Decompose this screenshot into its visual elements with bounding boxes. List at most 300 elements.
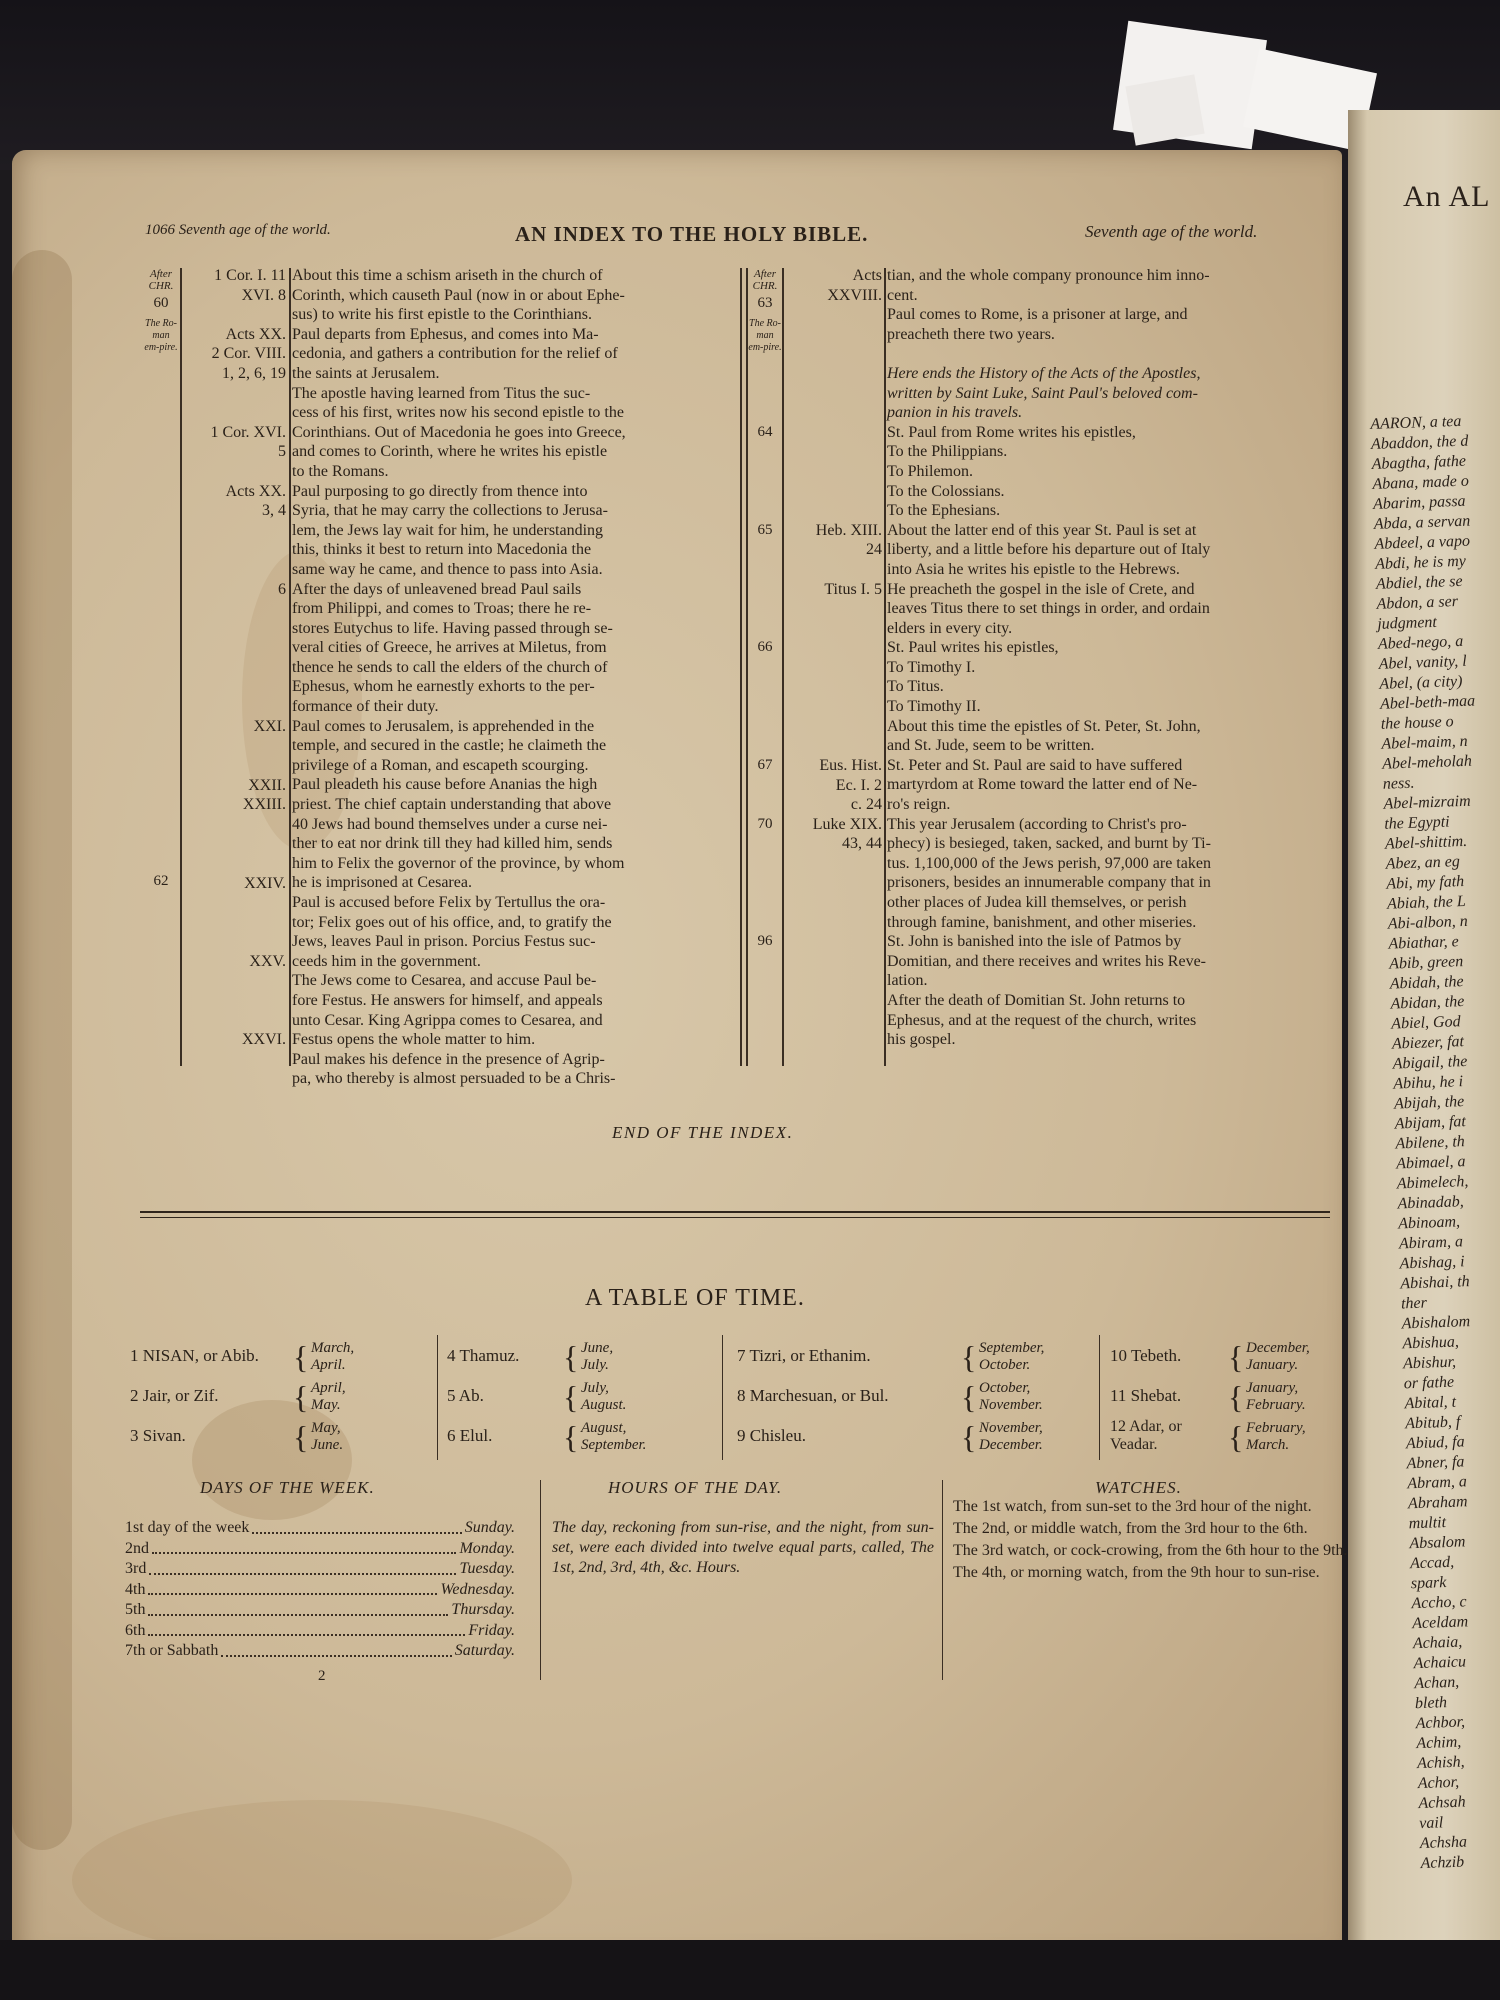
month-equivalent: May, — [311, 1420, 341, 1436]
text-line: temple, and secured in the castle; he claimeth the — [292, 737, 607, 755]
index-entry: Abimelech, — [1396, 1173, 1469, 1193]
brace-icon: { — [293, 1379, 309, 1415]
text-line: St. John is banished into the isle of Patmos by — [887, 933, 1182, 951]
index-entry: Abiathar, e — [1388, 933, 1459, 953]
index-entry: Abel-meholah — [1381, 752, 1473, 773]
reference: XXIII. — [242, 796, 286, 814]
text-line: thence he sends to call the elders of the church of — [292, 658, 608, 676]
text-line: To Titus. — [887, 678, 944, 696]
text-line: Paul departs from Ephesus, and comes into Ma- — [292, 325, 599, 343]
day-row — [125, 1641, 515, 1662]
index-entry: Achan, — [1414, 1673, 1460, 1693]
month-name: 7 Tizri, or Ethanim. — [737, 1346, 871, 1365]
month-name: 6 Elul. — [447, 1426, 493, 1445]
index-entry: Abijam, fat — [1394, 1113, 1467, 1133]
brace-icon: { — [1228, 1339, 1244, 1375]
month-equivalent: March, — [311, 1340, 355, 1356]
text-line: liberty, and a little before his departure out of Italy — [887, 541, 1211, 559]
index-entry: Abiram, a — [1398, 1233, 1464, 1253]
day-row — [125, 1600, 515, 1621]
index-entry: Abishua, — [1402, 1333, 1460, 1353]
month-equivalent: November. — [979, 1397, 1043, 1413]
index-entry: Achbor, — [1415, 1713, 1466, 1733]
text-line: About this time the epistles of St. Peter, St. John, — [887, 717, 1201, 735]
page-signature: 2 — [318, 1668, 326, 1684]
table-divider — [437, 1335, 438, 1460]
index-entry: Achzib — [1420, 1853, 1465, 1873]
index-entry: Abiezer, fat — [1391, 1033, 1465, 1053]
stain — [72, 1800, 572, 1960]
text-line: to the Romans. — [292, 462, 389, 480]
month-name: 9 Chisleu. — [737, 1426, 806, 1445]
text-line: Ephesus, and at the request of the church, writes — [887, 1011, 1197, 1029]
text-line: from Philippi, and comes to Troas; there he re- — [292, 600, 592, 618]
reference: 3, 4 — [262, 502, 286, 520]
dot-leader — [149, 1559, 456, 1575]
month-equivalent: February. — [1246, 1397, 1306, 1413]
brace-icon: { — [293, 1339, 309, 1375]
index-entry: Abagtha, fathe — [1371, 452, 1467, 473]
reference: 43, 44 — [842, 835, 882, 853]
text-line: About the latter end of this year St. Paul is set at — [887, 521, 1197, 539]
divider-rule — [140, 1217, 1330, 1218]
reference: 1 Cor. I. 11 — [214, 267, 286, 284]
day-name: Wednesday. — [440, 1580, 515, 1598]
text-line: tus. 1,100,000 of the Jews perish, 97,000 are taken — [887, 854, 1211, 872]
text-line: Paul comes to Rome, is a prisoner at large, and — [887, 306, 1188, 324]
index-entry: Abinadab, — [1397, 1193, 1465, 1213]
day-name: Tuesday. — [459, 1560, 515, 1577]
text-line: 40 Jews had bound themselves under a curse nei- — [292, 815, 608, 833]
year-label: The Ro-man em-pire. — [748, 318, 782, 353]
page-title: AN INDEX TO THE HOLY BIBLE. — [515, 222, 869, 246]
text-line: fore Festus. He answers for himself, and appeals — [292, 991, 603, 1009]
brace-icon: { — [1228, 1419, 1244, 1455]
text-line: lation. — [887, 972, 928, 990]
index-entry: Abishag, i — [1399, 1253, 1465, 1273]
reference: Ec. I. 2 — [835, 776, 882, 794]
index-entry: Abel-mizraim — [1383, 792, 1471, 813]
day-number: 4th — [125, 1580, 146, 1598]
header-left: 1066 Seventh age of the world. — [145, 222, 331, 238]
reference: 5 — [278, 443, 286, 461]
month-equivalent: February, — [1246, 1420, 1306, 1436]
index-entry: Abel, vanity, l — [1378, 652, 1467, 673]
day-number: 5th — [125, 1601, 146, 1618]
month-name: 1 NISAN, or Abib. — [130, 1346, 259, 1365]
brace-icon: { — [563, 1339, 579, 1375]
index-entry: Achsha — [1419, 1833, 1468, 1853]
index-entry: Abigail, the — [1392, 1053, 1468, 1073]
end-of-index: END OF THE INDEX. — [612, 1123, 794, 1142]
watch-entry: The 1st watch, from sun-set to the 3rd hour of the night. — [953, 1498, 1312, 1515]
index-entry: Absalom — [1409, 1533, 1466, 1553]
reference: 24 — [866, 541, 882, 559]
index-entry: Abdi, he is my — [1374, 552, 1467, 573]
month-name: 5 Ab. — [447, 1386, 484, 1405]
text-line: Festus opens the whole matter to him. — [292, 1031, 536, 1049]
text-line: Paul comes to Jerusalem, is apprehended in the — [292, 717, 595, 735]
index-entry: Abez, an eg — [1385, 853, 1461, 873]
text-line: prisoners, besides an innumerable company that in — [887, 874, 1211, 892]
month-name: 12 Adar, or Veadar. — [1110, 1418, 1182, 1453]
index-entry: Abinoam, — [1397, 1213, 1461, 1233]
month-equivalent: October. — [979, 1357, 1031, 1373]
index-entry: Abilene, th — [1395, 1133, 1466, 1153]
index-entry: Abaddon, the d — [1370, 432, 1469, 453]
text-line: Here ends the History of the Acts of the Apostles, — [887, 364, 1201, 382]
month-name: 11 Shebat. — [1110, 1386, 1182, 1405]
hours-text: The day, reckoning from sun-rise, and the night, from sun-set, were each divided into twelve equal parts, called, The 1st, 2nd, 3rd, 4th, &c. Hours. — [552, 1519, 934, 1576]
index-entry: vail — [1418, 1814, 1444, 1833]
month-name: 3 Sivan. — [130, 1426, 186, 1445]
day-number: 6th — [125, 1621, 146, 1639]
text-line: cent. — [887, 286, 918, 304]
year-label: 70 — [757, 815, 773, 832]
text-line: elders in every city. — [887, 619, 1013, 637]
month-equivalent: June, — [581, 1340, 614, 1356]
index-entry: ness. — [1382, 774, 1415, 793]
text-line: This year Jerusalem (according to Christ's pro- — [887, 815, 1187, 833]
reference: Titus I. 5 — [824, 580, 882, 598]
column-rule — [782, 268, 784, 1066]
dot-leader — [221, 1641, 451, 1657]
text-line: After the days of unleavened bread Paul sails — [292, 580, 582, 598]
column-rule — [180, 268, 182, 1066]
reference: Acts — [852, 267, 882, 284]
index-entry: the Egypti — [1383, 813, 1450, 833]
index-entry: Abel-beth-maa — [1379, 692, 1476, 713]
month-equivalent: September, — [979, 1340, 1045, 1356]
text-line: and St. Jude, seem to be written. — [887, 737, 1095, 755]
text-line: Ephesus, whom he earnestly exhorts to the per- — [292, 678, 595, 696]
index-entry: Abihu, he i — [1393, 1073, 1464, 1093]
text-line: tor; Felix goes out of his office, and, to gratify the — [292, 913, 612, 931]
brace-icon: { — [563, 1379, 579, 1415]
text-line: the saints at Jerusalem. — [292, 364, 440, 382]
year-label: The Ro-man em-pire. — [144, 318, 178, 353]
text-line: To Philemon. — [887, 462, 973, 480]
index-entry: Achaia, — [1412, 1633, 1463, 1653]
dot-leader — [148, 1600, 448, 1616]
index-entry: Abidah, the — [1389, 973, 1464, 993]
month-equivalent: March. — [1246, 1437, 1290, 1453]
reference: 1 Cor. XVI. — [210, 423, 286, 441]
text-line: The Jews come to Cesarea, and accuse Paul be- — [292, 972, 597, 990]
facing-page-entries — [1370, 412, 1500, 1875]
month-name: 8 Marchesuan, or Bul. — [737, 1386, 889, 1405]
year-label: 66 — [757, 639, 773, 656]
text-line: Domitian, and there receives and writes his Reve- — [887, 952, 1206, 970]
month-equivalent: December. — [979, 1437, 1043, 1453]
text-line: After the death of Domitian St. John returns to — [887, 991, 1186, 1009]
brace-icon: { — [1228, 1379, 1244, 1415]
text-line: Corinthians. Out of Macedonia he goes into Greece, — [292, 423, 626, 441]
text-line: lem, the Jews lay wait for him, he understanding — [292, 521, 604, 539]
index-entry: Abitub, f — [1404, 1413, 1461, 1433]
column-rule — [289, 268, 291, 1066]
text-line: Syria, that he may carry the collections to Jerusa- — [292, 502, 608, 520]
watch-entry: The 4th, or morning watch, from the 9th hour to sun-rise. — [953, 1564, 1320, 1581]
text-line: Paul makes his defence in the presence of Agrip- — [292, 1050, 605, 1068]
index-entry: Abda, a servan — [1373, 512, 1471, 533]
reference: 1, 2, 6, 19 — [222, 365, 286, 382]
column-rule — [884, 268, 886, 1066]
day-row — [125, 1559, 515, 1580]
text-line: same way he came, and thence to pass into Asia. — [292, 560, 603, 578]
days-list — [125, 1518, 515, 1662]
index-entry: or fathe — [1403, 1373, 1455, 1393]
brace-icon: { — [961, 1419, 977, 1455]
text-line: To Timothy II. — [887, 698, 981, 716]
year-label: 62 — [153, 872, 169, 889]
text-line: written by Saint Luke, Saint Paul's beloved com- — [887, 384, 1198, 402]
section-divider — [540, 1480, 541, 1680]
reference: XXIV. — [244, 874, 286, 892]
reference: Acts XX. — [225, 482, 286, 500]
text-line: and comes to Corinth, where he writes his epistle — [292, 443, 608, 461]
section-divider — [942, 1480, 943, 1680]
stain — [12, 250, 72, 1850]
text-line: stores Eutychus to life. Having passed through se- — [292, 619, 613, 637]
text-line: formance of their duty. — [292, 698, 439, 716]
left-text-column — [292, 266, 732, 1089]
month-equivalent: January, — [1246, 1380, 1299, 1396]
text-line — [887, 344, 1327, 364]
day-number: 1st day of the week — [125, 1519, 250, 1536]
year-label: After CHR. — [752, 268, 778, 292]
month-equivalent: April, — [311, 1380, 346, 1396]
text-line: St. Paul writes his epistles, — [887, 639, 1059, 657]
text-line: panion in his travels. — [887, 404, 1023, 422]
month-equivalent: July, — [581, 1380, 609, 1396]
brace-icon: { — [563, 1419, 579, 1455]
text-line: cedonia, and gathers a contribution for the relief of — [292, 345, 618, 363]
facing-page — [1348, 110, 1500, 1970]
index-entry: Abel, (a city) — [1379, 672, 1463, 693]
year-label: 63 — [757, 295, 773, 311]
text-line: ro's reign. — [887, 796, 951, 814]
reference: Heb. XIII. — [815, 521, 882, 539]
text-line: To Timothy I. — [887, 658, 976, 676]
index-entry: the house o — [1380, 713, 1454, 733]
text-line: Jews, leaves Paul in prison. Porcius Festus suc- — [292, 933, 596, 951]
reference: 2 Cor. VIII. — [211, 345, 286, 363]
text-line: privilege of a Roman, and escapeth scourging. — [292, 756, 589, 774]
right-text-column — [887, 266, 1327, 1050]
year-label: 96 — [757, 933, 773, 950]
text-line: his gospel. — [887, 1031, 956, 1049]
background-edge — [0, 1940, 1500, 2000]
index-entry: Achim, — [1416, 1733, 1462, 1753]
index-entry: Abel-shittim. — [1384, 832, 1468, 853]
index-entry: Abarim, passa — [1372, 492, 1466, 513]
text-line: tian, and the whole company pronounce him inno- — [887, 267, 1210, 284]
index-entry: Abdeel, a vapo — [1374, 532, 1471, 553]
month-name: 4 Thamuz. — [447, 1346, 520, 1365]
brace-icon: { — [961, 1379, 977, 1415]
text-line: About this time a schism ariseth in the church of — [292, 267, 603, 284]
reference: 6 — [278, 580, 286, 598]
day-name: Thursday. — [451, 1601, 515, 1618]
index-entry: Abiud, fa — [1405, 1433, 1465, 1453]
index-entry: Abed-nego, a — [1377, 632, 1464, 653]
month-equivalent: January. — [1246, 1357, 1299, 1373]
month-name: 10 Tebeth. — [1110, 1346, 1182, 1365]
table-divider — [1099, 1335, 1100, 1460]
reference: XXV. — [249, 953, 286, 970]
text-line: Paul is accused before Felix by Tertullus the ora- — [292, 894, 606, 911]
reference: Acts XX. — [225, 325, 286, 343]
reference: c. 24 — [850, 796, 882, 814]
text-line: sus) to write his first epistle to the Corinthians. — [292, 306, 592, 324]
index-entry: Achor, — [1417, 1773, 1460, 1793]
watch-entry: The 3rd watch, or cock-crowing, from the 6th hour to the 9th. — [953, 1542, 1348, 1559]
text-line: Paul purposing to go directly from thence into — [292, 482, 588, 500]
index-entry: Abel-maim, n — [1381, 732, 1468, 753]
text-line: To the Philippians. — [887, 443, 1008, 461]
index-entry: spark — [1410, 1574, 1447, 1593]
index-entry: Abishur, — [1402, 1353, 1457, 1373]
reference: XXVI. — [242, 1031, 286, 1049]
month-equivalent: November, — [979, 1420, 1043, 1436]
index-entry: Accad, — [1409, 1553, 1455, 1573]
index-entry: Abiah, the L — [1386, 892, 1467, 913]
index-entry: Abishalom — [1401, 1313, 1471, 1333]
index-entry: Achish, — [1416, 1753, 1465, 1773]
text-line: this, thinks it best to return into Macedonia the — [292, 541, 592, 559]
text-line: Corinth, which causeth Paul (now in or about Ephe- — [292, 286, 625, 304]
reference: Luke XIX. — [812, 815, 882, 833]
reference: XXVIII. — [827, 286, 882, 304]
text-line: St. Peter and St. Paul are said to have suffered — [887, 756, 1183, 774]
month-name: 2 Jair, or Zif. — [130, 1386, 219, 1405]
day-row — [125, 1518, 515, 1539]
month-equivalent: August. — [581, 1397, 627, 1413]
text-line: phecy) is besieged, taken, sacked, and burnt by Ti- — [887, 835, 1211, 853]
day-number: 2nd — [125, 1539, 149, 1557]
reference: XXI. — [253, 717, 286, 735]
facing-page-heading: An AL — [1403, 180, 1491, 213]
index-entry: Abraham — [1407, 1493, 1468, 1513]
watches-title: WATCHES. — [1095, 1478, 1182, 1497]
divider-rule — [140, 1211, 1330, 1213]
table-divider — [722, 1335, 723, 1460]
hours-title: HOURS OF THE DAY. — [608, 1478, 783, 1497]
sticky-note — [1125, 74, 1204, 145]
text-line: he is imprisoned at Cesarea. — [292, 874, 472, 892]
day-number: 3rd — [125, 1560, 147, 1577]
index-entry: Abdon, a ser — [1376, 593, 1459, 613]
reference: XVI. 8 — [241, 286, 286, 304]
month-equivalent: May. — [311, 1397, 341, 1413]
text-line: cess of his first, writes now his second epistle to the — [292, 404, 624, 422]
index-entry: Abishai, th — [1400, 1273, 1470, 1293]
brace-icon: { — [293, 1419, 309, 1455]
watches-list — [953, 1497, 1348, 1585]
text-line: leaves Titus there to set things in order, and ordain — [887, 600, 1210, 618]
text-line: through famine, banishment, and other miseries. — [887, 913, 1197, 931]
dot-leader — [252, 1518, 461, 1534]
text-line: St. Paul from Rome writes his epistles, — [887, 423, 1136, 441]
index-entry: ther — [1400, 1294, 1428, 1313]
day-row — [125, 1621, 515, 1642]
text-line: into Asia he writes his epistle to the Hebrews. — [887, 560, 1180, 578]
index-entry: judgment — [1377, 613, 1438, 633]
text-line: preacheth there two years. — [887, 325, 1055, 343]
text-line: Paul pleadeth his cause before Ananias the high — [292, 776, 598, 794]
dot-leader — [148, 1621, 465, 1637]
index-entry: Abner, fa — [1406, 1453, 1465, 1473]
text-line: The apostle having learned from Titus the suc- — [292, 384, 591, 402]
day-name: Saturday. — [454, 1642, 515, 1659]
month-equivalent: September. — [581, 1437, 647, 1453]
year-label: 65 — [757, 521, 773, 538]
year-label: 64 — [757, 423, 773, 440]
brace-icon: { — [961, 1339, 977, 1375]
index-entry: Accho, c — [1411, 1593, 1467, 1613]
index-entry: Abimael, a — [1395, 1153, 1466, 1173]
text-line: He preacheth the gospel in the isle of Crete, and — [887, 580, 1195, 598]
index-entry: Abi-albon, n — [1387, 912, 1469, 933]
text-line: ceeds him in the government. — [292, 952, 481, 970]
column-rule — [740, 268, 742, 1066]
reference: XXII. — [248, 776, 286, 794]
index-entry: Abidan, the — [1390, 993, 1465, 1013]
month-equivalent: October, — [979, 1380, 1031, 1396]
dot-leader — [148, 1580, 437, 1596]
month-equivalent: July. — [581, 1357, 609, 1373]
text-line: unto Cesar. King Agrippa comes to Cesarea, and — [292, 1011, 603, 1029]
index-entry: Abijah, the — [1393, 1093, 1465, 1113]
days-title: DAYS OF THE WEEK. — [200, 1478, 375, 1497]
month-equivalent: August, — [581, 1420, 627, 1436]
reference: Eus. Hist. — [819, 757, 882, 774]
text-line: pa, who thereby is almost persuaded to be a Chris- — [292, 1070, 616, 1088]
text-line: other places of Judea kill themselves, or perish — [887, 894, 1187, 911]
index-entry: Achsah — [1418, 1793, 1466, 1813]
text-line: martyrdom at Rome toward the latter end of Ne- — [887, 776, 1198, 794]
text-line: To the Colossians. — [887, 482, 1005, 500]
index-entry: bleth — [1414, 1694, 1448, 1713]
index-entry: Abiel, God — [1390, 1013, 1461, 1033]
day-name: Monday. — [459, 1539, 515, 1557]
index-entry: Abital, t — [1404, 1393, 1457, 1413]
day-row — [125, 1539, 515, 1560]
month-equivalent: June. — [311, 1437, 344, 1453]
month-equivalent: December, — [1246, 1340, 1310, 1356]
text-line: priest. The chief captain understanding that above — [292, 796, 612, 814]
index-entry: Abana, made o — [1372, 472, 1470, 493]
stain — [192, 1400, 352, 1520]
index-entry: Abi, my fath — [1386, 873, 1465, 893]
day-name: Sunday. — [464, 1519, 515, 1536]
table-of-time-title: A TABLE OF TIME. — [585, 1285, 805, 1311]
year-label: 67 — [757, 757, 773, 773]
index-entry: Abdiel, the se — [1375, 572, 1463, 593]
day-row — [125, 1580, 515, 1601]
header-right: Seventh age of the world. — [1085, 222, 1258, 241]
index-entry: Achaicu — [1413, 1653, 1467, 1673]
dot-leader — [152, 1539, 456, 1555]
index-entry: multit — [1408, 1514, 1447, 1533]
text-line: To the Ephesians. — [887, 502, 1001, 520]
text-line: veral cities of Greece, he arrives at Miletus, from — [292, 639, 607, 657]
day-name: Friday. — [468, 1621, 515, 1639]
text-line: him to Felix the governor of the province, by whom — [292, 854, 625, 872]
year-label: 60 — [153, 295, 169, 311]
index-entry: Abib, green — [1388, 953, 1464, 973]
